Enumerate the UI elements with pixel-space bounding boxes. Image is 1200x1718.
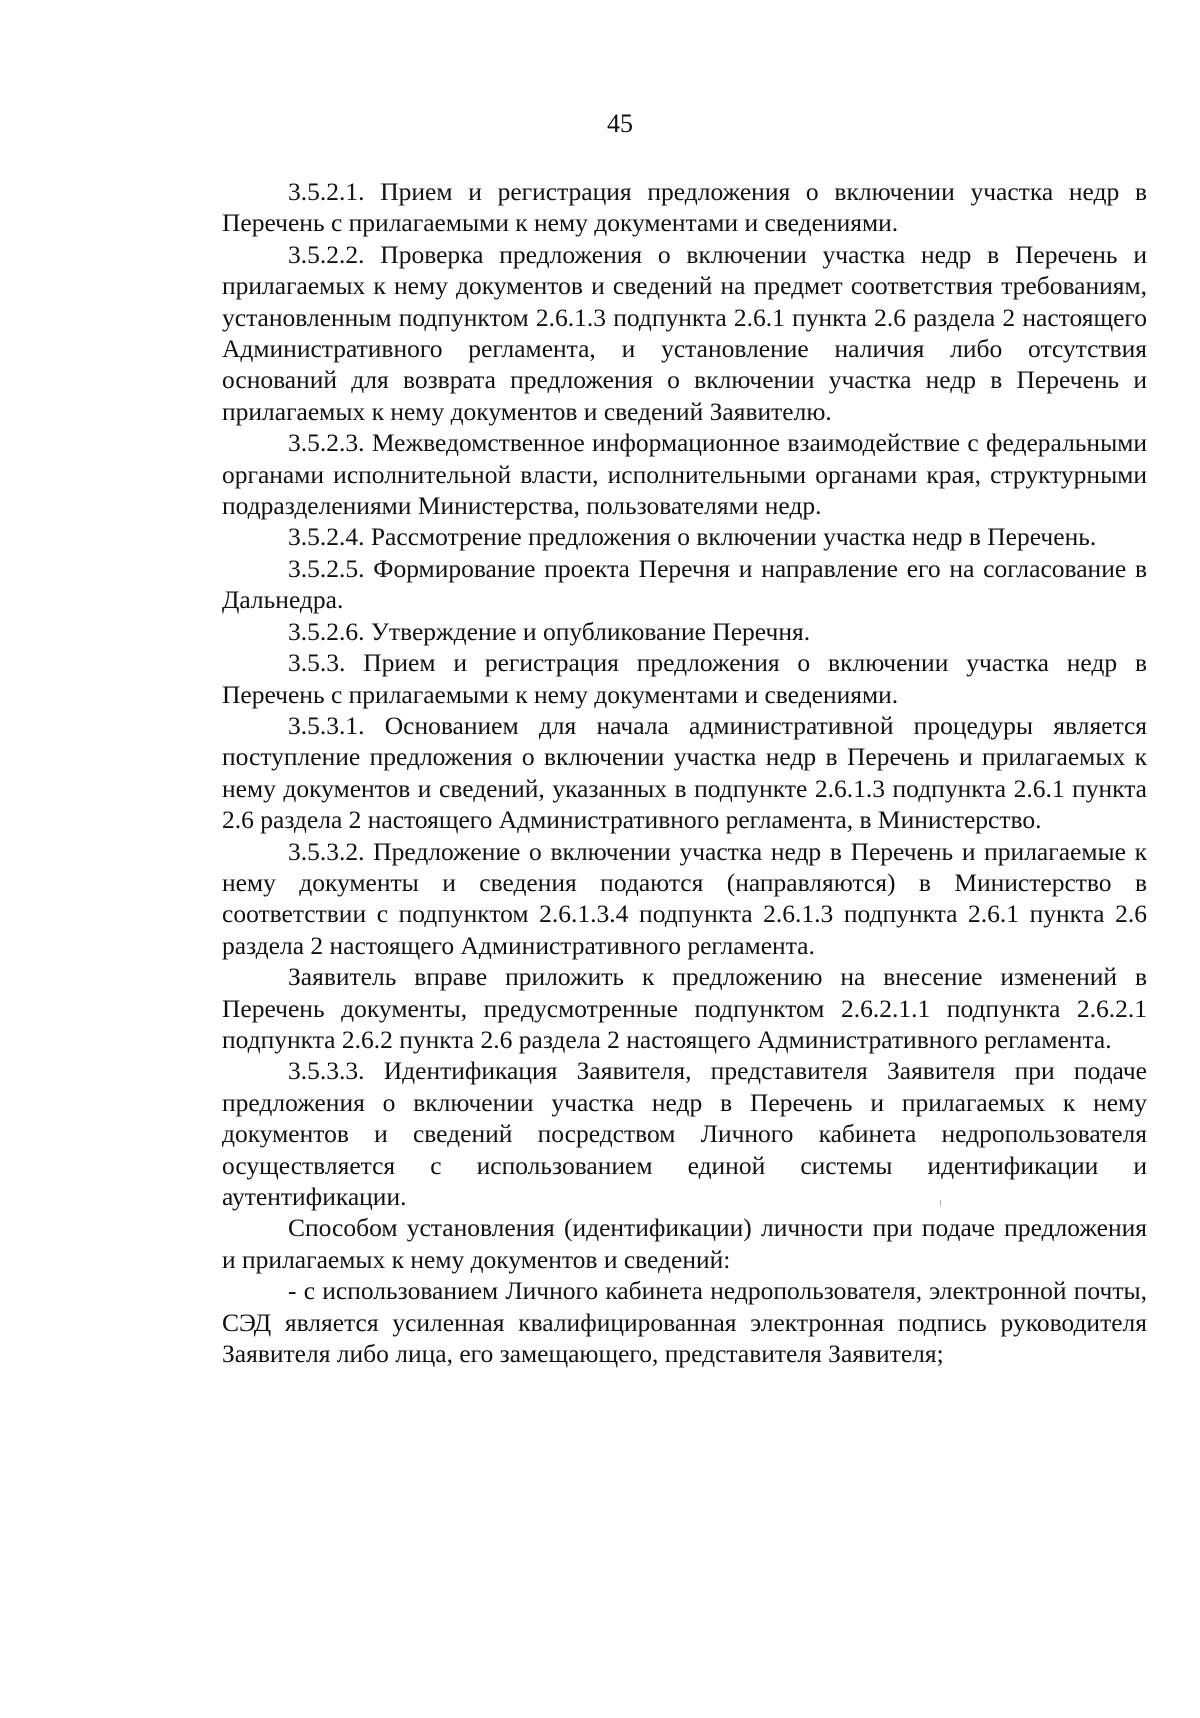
paragraph-3-5-3-3: 3.5.3.3. Идентификация Заявителя, представителя Заявителя при подаче предложения о включении участка недр в Перечень и прилагаемых к нему документов и сведений посредством Личного кабинета недропользователя осуществляется с использованием единой системы идентификации и аутентификации.	[222, 1056, 1147, 1211]
paragraph-3-5-3: 3.5.3. Прием и регистрация предложения о включении участка недр в Перечень с прилагаемыми к нему документами и сведениями.	[222, 648, 1147, 709]
paragraph-3-5-2-4: 3.5.2.4. Рассмотрение предложения о включении участка недр в Перечень.	[288, 522, 1097, 552]
paragraph-3-5-2-6: 3.5.2.6. Утверждение и опубликование Перечня.	[288, 616, 811, 646]
paragraph-3-5-2-1: 3.5.2.1. Прием и регистрация предложения о включении участка недр в Перечень с прилагаемыми к нему документами и сведениями.	[222, 177, 1147, 238]
paragraph-identification-method: Способом установления (идентификации) личности при подаче предложения и прилагаемых к нему документов и сведений:	[222, 1213, 1147, 1274]
paragraph-3-5-3-1: 3.5.3.1. Основанием для начала административной процедуры является поступление предложения о включении участка недр в Перечень и прилагаемых к нему документов и сведений, указанных в подпункте 2.6.1.3 подпункта 2.6.1 пункта 2.6 раздела 2 настоящего Административного регламента, в Министерство.	[222, 710, 1147, 835]
paragraph-list-item-signature: - с использованием Личного кабинета недропользователя, электронной почты, СЭД является усиленная квалифицированная электронная подпись руководителя Заявителя либо лица, его замещающего, представителя Заявителя;	[222, 1276, 1147, 1369]
paragraph-3-5-3-2: 3.5.3.2. Предложение о включении участка недр в Перечень и прилагаемые к нему документы и сведения подаются (направляются) в Министерство в соответствии с подпунктом 2.6.1.3.4 подпункта 2.6.1.3 подпункта 2.6.1 пункта 2.6 раздела 2 настоящего Административного регламента.	[222, 836, 1147, 960]
page-number: 45	[607, 109, 633, 138]
paragraph-applicant-right: Заявитель вправе приложить к предложению на внесение изменений в Перечень документы, предусмотренные подпунктом 2.6.2.1.1 подпункта 2.6.2.1 подпункта 2.6.2 пункта 2.6 раздела 2 настоящего Административного регламента.	[222, 962, 1147, 1054]
paragraph-3-5-2-5: 3.5.2.5. Формирование проекта Перечня и направление его на согласование в Дальнедра.	[222, 553, 1147, 615]
scan-artifact-mark	[940, 1200, 941, 1206]
document-body	[222, 176, 1147, 1369]
paragraph-3-5-2-2: 3.5.2.2. Проверка предложения о включении участка недр в Перечень и прилагаемых к нему документов и сведений на предмет соответствия требованиям, установленным подпунктом 2.6.1.3 подпункта 2.6.1 пункта 2.6 раздела 2 настоящего Административного регламента, и установление наличия либо отсутствия оснований для возврата предложения о включении участка недр в Перечень и прилагаемых к нему документов и сведений Заявителю.	[222, 239, 1147, 426]
paragraph-3-5-2-3: 3.5.2.3. Межведомственное информационное взаимодействие с федеральными органами исполнительной власти, исполнительными органами края, структурными подразделениями Министерства, пользователями недр.	[222, 428, 1147, 521]
